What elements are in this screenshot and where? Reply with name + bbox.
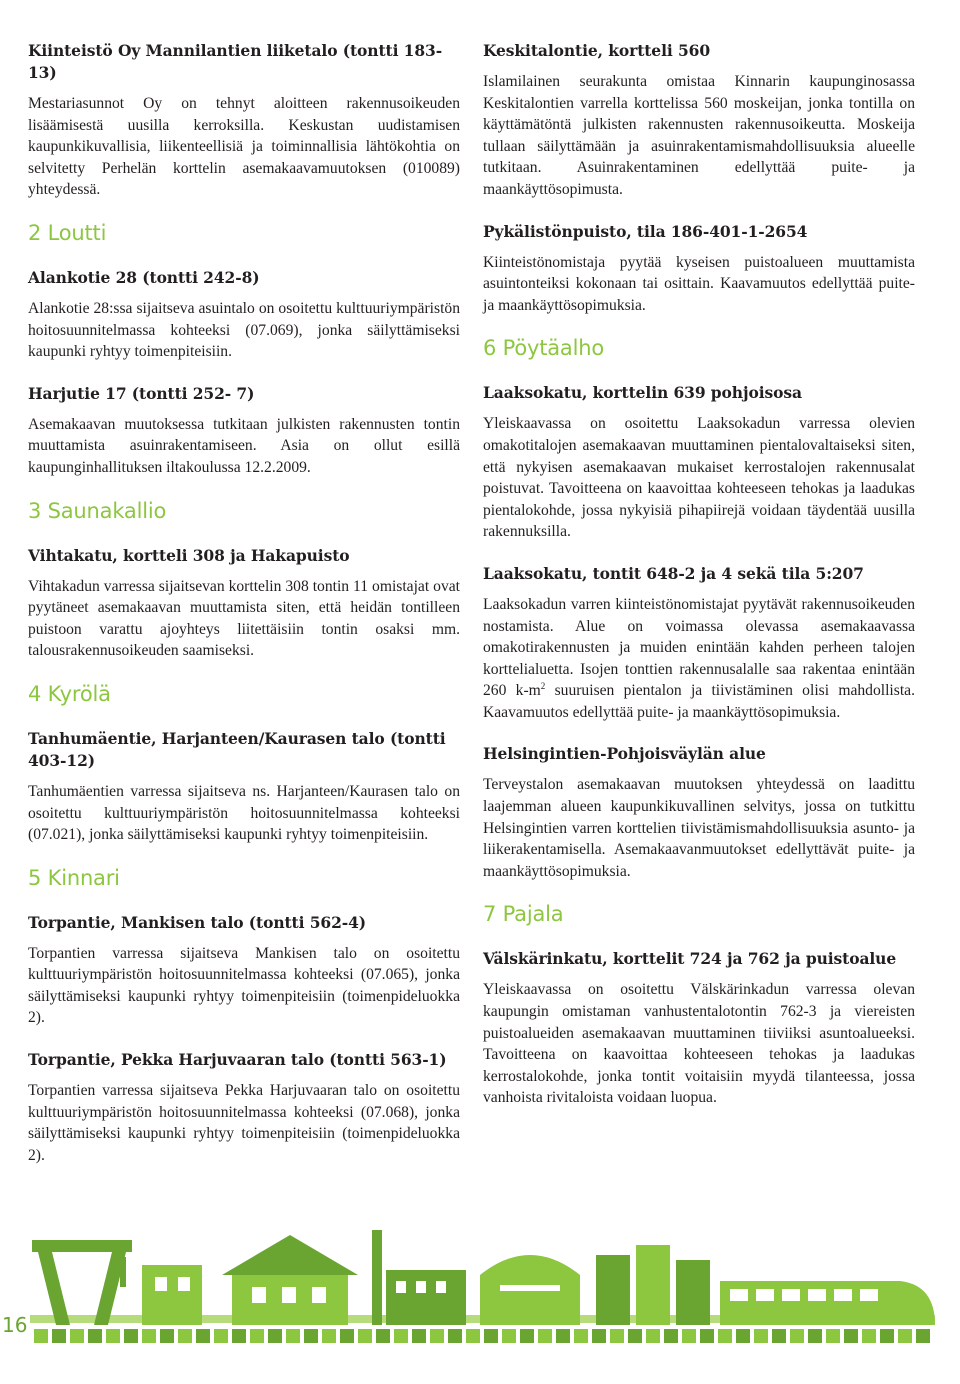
ground-block: [34, 1329, 48, 1343]
ground-block: [268, 1329, 282, 1343]
section-heading-saunakallio: 3 Saunakallio: [28, 498, 167, 523]
item-text: Torpantien varressa sijaitseva Mankisen talo on osoitettu kulttuuriympäristön hoitosuunnitelmassa kohteeksi (07.065), jonka säilyttämiseksi kaupunki ryhtyy toimenpiteisiin (toimenpideluokka 2).: [28, 944, 460, 1027]
ground-block: [448, 1329, 462, 1343]
ground-block: [232, 1329, 246, 1343]
item-title: Tanhumäentie, Harjanteen/Kaurasen talo (tontti 403-12): [28, 728, 446, 770]
section-heading-pajala: 7 Pajala: [483, 902, 564, 927]
item-text: [483, 594, 915, 724]
ground-block: [898, 1329, 912, 1343]
ground-block: [538, 1329, 552, 1343]
item-text: Vihtakadun varressa sijaitsevan korttelin 308 tontin 11 omistajat ovat pyytäneet asemakaavan muuttamista siten, että heidän tontilleen puistoon varattu ajoyhteys liitettäisiin tontin osaksi mm. talousrakennusoikeuden saamiseksi.: [28, 577, 460, 660]
ground-blocks: [34, 1329, 930, 1343]
section-heading-loutti: 2 Loutti: [28, 220, 107, 245]
ground-block: [412, 1329, 426, 1343]
item-text: Yleiskaavassa on osoitettu Välskärinkadun varressa olevan kaupungin omistaman vanhustentalotontin 762-3 ja viereisten puistoalueiden asemakaavan muuttaminen tiiviiksi asuntoalueeksi. Tavoitteena on kaavoittaa kohteeseen tehokas ja laadukas kerrostalokohde, jonka tontit voitaisiin myydä tilanteessa, jossa vanhoista rivitaloista voidaan luopua.: [483, 981, 915, 1107]
item-text: Asemakaavan muutoksessa tutkitaan julkisten rakennusten tontin muuttamista asuinrakentamiseen. Asia on ollut esillä kaupunginhallituksen iltakoulussa 12.2.2009.: [28, 415, 460, 476]
article-keskitalontie: [483, 40, 915, 201]
ground-block: [844, 1329, 858, 1343]
article-alankotie: [28, 267, 460, 363]
page-number: 16: [2, 1313, 28, 1337]
article-harjuvaaran-talo: [28, 1049, 460, 1166]
article-laaksokatu-639: [483, 382, 915, 543]
section-heading-kyrola: 4 Kyrölä: [28, 681, 111, 706]
house-center: [222, 1235, 358, 1325]
item-title: Kiinteistö Oy Mannilantien liiketalo (tontti 183-13): [28, 41, 443, 82]
ground-block: [160, 1329, 174, 1343]
ground-block: [916, 1329, 930, 1343]
item-title: Alankotie 28 (tontti 242-8): [28, 267, 260, 287]
article-vihtakatu: [28, 545, 460, 662]
ground-block: [142, 1329, 156, 1343]
item-title: Harjutie 17 (tontti 252- 7): [28, 383, 255, 403]
section-heading-kinnari: 5 Kinnari: [28, 865, 120, 890]
item-title: Laaksokatu, korttelin 639 pohjoisosa: [483, 383, 802, 403]
ground-block: [484, 1329, 498, 1343]
ground-block: [178, 1329, 192, 1343]
ground-block: [304, 1329, 318, 1343]
item-text-part: Laaksokadun varren kiinteistönomistajat pyytävät rakennusoikeuden nostamista. Alue on voimassa olevassa asemakaavassa omakotirakennusten ja muiden enintään kahden perheen talojen korttelialuetta. Isojen tonttien rakennusalalle saa rakentaa enintään 260 k-m: [483, 595, 915, 700]
ground-block: [736, 1329, 750, 1343]
ground-block: [808, 1329, 822, 1343]
item-title: Helsingintien-Pohjoisväylän alue: [483, 744, 766, 764]
ground-block: [754, 1329, 768, 1343]
ground-block: [610, 1329, 624, 1343]
ground-block: [556, 1329, 570, 1343]
superscript: 2: [540, 681, 546, 692]
article-harjutie: [28, 383, 460, 479]
article-mannilantie: [28, 40, 460, 201]
article-laaksokatu-648: [483, 563, 915, 724]
ground-block: [664, 1329, 678, 1343]
ground-block: [70, 1329, 84, 1343]
item-title: Laaksokatu, tontit 648-2 ja 4 sekä tila 5:207: [483, 563, 864, 583]
item-text: Torpantien varressa sijaitseva Pekka Harjuvaaran talo on osoitettu kulttuuriympäristön hoitosuunnitelmassa kohteeksi (07.068), jonka säilyttämiseksi kaupunki ryhtyy toimenpiteisiin (toimenpideluokka 2).: [28, 1082, 460, 1164]
ground-block: [88, 1329, 102, 1343]
item-text-part: suuruisen pientalon ja tiivistäminen olisi mahdollista. Kaavamuutos edellyttää puite- ja maankäyttösopimuksia.: [483, 682, 915, 721]
round-building: [480, 1255, 580, 1325]
item-text: Kiinteistönomistaja pyytää kyseisen puistoalueen muuttamista asuintonteiksi kokonaan tai osittain. Kaavamuutos edellyttää puite- ja maankäyttösopimuksia.: [483, 253, 915, 314]
ground-block: [682, 1329, 696, 1343]
house-left: [142, 1265, 202, 1325]
item-title: Keskitalontie, kortteli 560: [483, 41, 710, 60]
item-text: Terveystalon asemakaavan muutoksen yhteydessä on laadittu laajemman alueen kaupunkikuvallinen selvitys, jossa on tutkittu Helsingintien varren korttelien tiivistämismahdollisuuksia asunto- ja liikerakentamisella. Asemakaavanmuutokset edellyttävät puite- ja maankäyttösopimuksia.: [483, 776, 915, 880]
item-text: Alankotie 28:ssa sijaitseva asuintalo on osoitettu kulttuuriympäristön hoitosuunnitelmassa kohteeksi (07.069), jonka säilyttämiseksi kaupunki ryhtyy toimenpiteisiin.: [28, 299, 460, 361]
article-helsingintie: [483, 743, 915, 882]
ground-block: [772, 1329, 786, 1343]
ground-block: [106, 1329, 120, 1343]
ground-block: [718, 1329, 732, 1343]
crane-structure: [32, 1240, 132, 1325]
item-text: Tanhumäentien varressa sijaitseva ns. Harjanteen/Kaurasen talo on osoitettu kulttuuriympäristön hoitosuunnitelmassa kohteeksi (07.021), jonka säilyttämiseksi kaupunki ryhtyy toimenpiteisiin.: [28, 782, 460, 844]
ground-block: [124, 1329, 138, 1343]
ground-block: [286, 1329, 300, 1343]
ground-block: [250, 1329, 264, 1343]
item-text: Islamilainen seurakunta omistaa Kinnarin kaupunginosassa Keskitalontien varrella korttelissa 560 moskeijan, jonka tontilla on käyttämätöntä julkisten rakennusten rakennusoikeutta. Moskeija tullaan säilyttämään ja asuinrakentamismahdollisuuksia alueelle tutkitaan. Asuinrakentaminen edellyttää puite- ja maankäyttösopimusta.: [483, 73, 915, 198]
ground-block: [466, 1329, 480, 1343]
left-column: [28, 40, 460, 1186]
item-title: Torpantie, Pekka Harjuvaaran talo (tontti 563-1): [28, 1050, 447, 1070]
ground-block: [862, 1329, 876, 1343]
ground-block: [700, 1329, 714, 1343]
article-valskarinkatu: [483, 948, 915, 1109]
ground-block: [790, 1329, 804, 1343]
ground-block: [322, 1329, 336, 1343]
ground-block: [196, 1329, 210, 1343]
ground-block: [628, 1329, 642, 1343]
ground-block: [376, 1329, 390, 1343]
item-title: Torpantie, Mankisen talo (tontti 562-4): [28, 912, 367, 932]
ground-block: [592, 1329, 606, 1343]
ground-block: [502, 1329, 516, 1343]
ground-block: [646, 1329, 660, 1343]
house-row: [596, 1245, 710, 1325]
item-title: Välskärinkatu, korttelit 724 ja 762 ja puistoalue: [483, 949, 897, 969]
item-text: Mestariasunnot Oy on tehnyt aloitteen rakennusoikeuden lisäämisestä uusilla kerroksilla. Keskustan uudistamisen kaupunkikuvallisia, liikenteellisiä ja toiminnallisia lähtökohtia on selvitetty Perhelän korttelin asemakaavamuutoksen (010089) yhteydessä.: [28, 95, 460, 199]
train: [720, 1281, 935, 1325]
right-column: [483, 40, 915, 1129]
ground-block: [340, 1329, 354, 1343]
ground-block: [430, 1329, 444, 1343]
ground-block: [358, 1329, 372, 1343]
ground-block: [826, 1329, 840, 1343]
article-mankisen-talo: [28, 912, 460, 1029]
item-title: Vihtakatu, kortteli 308 ja Hakapuisto: [28, 545, 350, 565]
ground-block: [52, 1329, 66, 1343]
factory: [372, 1230, 466, 1325]
ground-block: [214, 1329, 228, 1343]
section-heading-poytaalho: 6 Pöytäalho: [483, 336, 604, 361]
ground-block: [574, 1329, 588, 1343]
ground-block: [880, 1329, 894, 1343]
item-text: Yleiskaavassa on osoitettu Laaksokadun varressa olevien omakotitalojen asemakaavan muuttaminen pientalovaltaiseksi siten, että nykyisen asemakaavan mukaiset kerrostalojen rakennusalat poistuvat. Tavoitteena on kaavoittaa kohteeseen tehokas ja laadukas pientalokohde, jossa nykyisiä pihapiirejä voidaan täydentää uusilla rakennuksilla.: [483, 415, 915, 541]
ground-block: [394, 1329, 408, 1343]
article-pykalistonpuisto: [483, 221, 915, 317]
item-title: Pykälistönpuisto, tila 186-401-1-2654: [483, 221, 808, 241]
article-tanhumaentie: [28, 728, 460, 846]
green-city-skyline-illustration: [0, 1215, 960, 1384]
ground-block: [520, 1329, 534, 1343]
